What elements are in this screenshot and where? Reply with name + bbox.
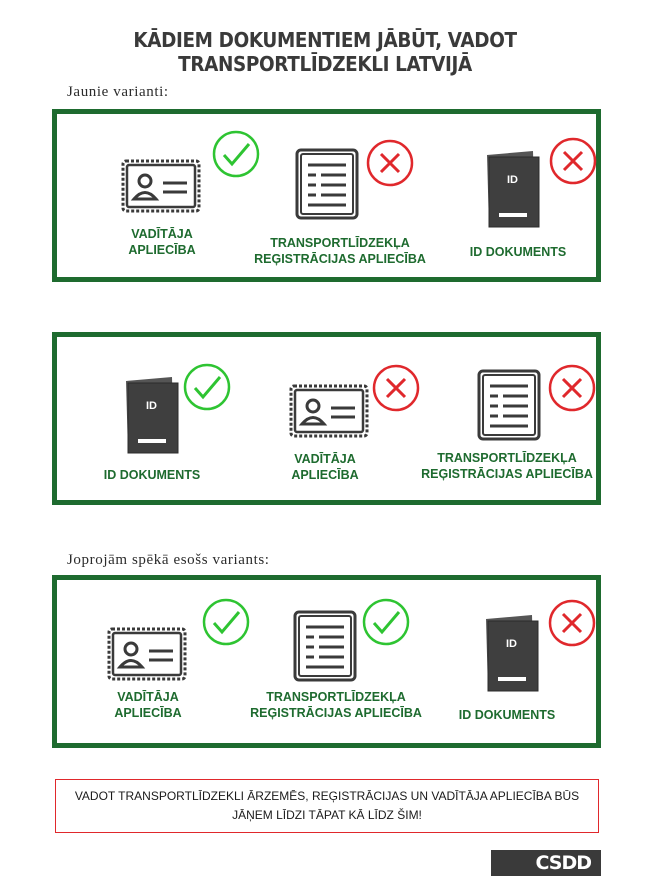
driver-license-icon	[121, 159, 201, 213]
cross-mark-icon	[547, 363, 597, 413]
doc-id	[423, 126, 613, 276]
doc-label: TRANSPORTLĪDZEKĻA REĢISTRĀCIJAS APLIECĪBA	[250, 690, 422, 720]
panel-option-3	[52, 575, 601, 748]
section-label-old: Joprojām spēkā esošs variants:	[67, 552, 270, 568]
page-title: KĀDIEM DOKUMENTIEM JĀBŪT, VADOT TRANSPORTLĪDZEKLI LATVIJĀ	[133, 28, 517, 76]
doc-registration	[245, 126, 435, 276]
driver-license-icon	[289, 384, 369, 438]
cross-mark-icon	[365, 138, 415, 188]
id-document-icon	[483, 151, 543, 229]
id-document-icon	[122, 377, 182, 455]
doc-label: VADĪTĀJA APLIECĪBA	[128, 227, 196, 257]
doc-registration	[241, 592, 431, 742]
doc-label: VADĪTĀJA APLIECĪBA	[291, 452, 359, 482]
id-cover-text: ID	[506, 638, 517, 650]
doc-label: ID DOKUMENTS	[469, 245, 567, 259]
doc-label: VADĪTĀJA APLIECĪBA	[114, 690, 182, 720]
id-cover-text: ID	[146, 400, 157, 412]
panel-option-1	[52, 109, 601, 282]
id-document-icon	[482, 615, 542, 693]
check-mark-icon	[361, 597, 411, 647]
section-label-new: Jaunie varianti:	[67, 84, 169, 100]
doc-license	[77, 126, 267, 276]
cross-mark-icon	[548, 136, 598, 186]
id-cover-text: ID	[507, 174, 518, 186]
doc-registration	[412, 349, 602, 499]
doc-label: ID DOKUMENTS	[103, 468, 201, 482]
doc-id	[57, 349, 247, 499]
doc-label: TRANSPORTLĪDZEKĻA REĢISTRĀCIJAS APLIECĪBA	[254, 236, 426, 266]
cross-mark-icon	[547, 598, 597, 648]
registration-certificate-icon	[477, 369, 541, 441]
driver-license-icon	[107, 627, 187, 681]
doc-id	[420, 592, 610, 742]
abroad-note: VADOT TRANSPORTLĪDZEKLI ĀRZEMĒS, REĢISTRĀCIJAS UN VADĪTĀJA APLIECĪBA BŪS JĀŅEM LĪDZI TĀPAT KĀ LĪDZ ŠIM!	[55, 779, 599, 833]
check-mark-icon	[182, 362, 232, 412]
csdd-logo: CSDD	[491, 850, 601, 876]
panel-option-2	[52, 332, 601, 505]
doc-label: TRANSPORTLĪDZEKĻA REĢISTRĀCIJAS APLIECĪBA	[421, 451, 593, 481]
registration-certificate-icon	[293, 610, 357, 682]
doc-license	[235, 349, 425, 499]
registration-certificate-icon	[295, 148, 359, 220]
doc-license	[73, 592, 263, 742]
doc-label: ID DOKUMENTS	[458, 708, 556, 722]
